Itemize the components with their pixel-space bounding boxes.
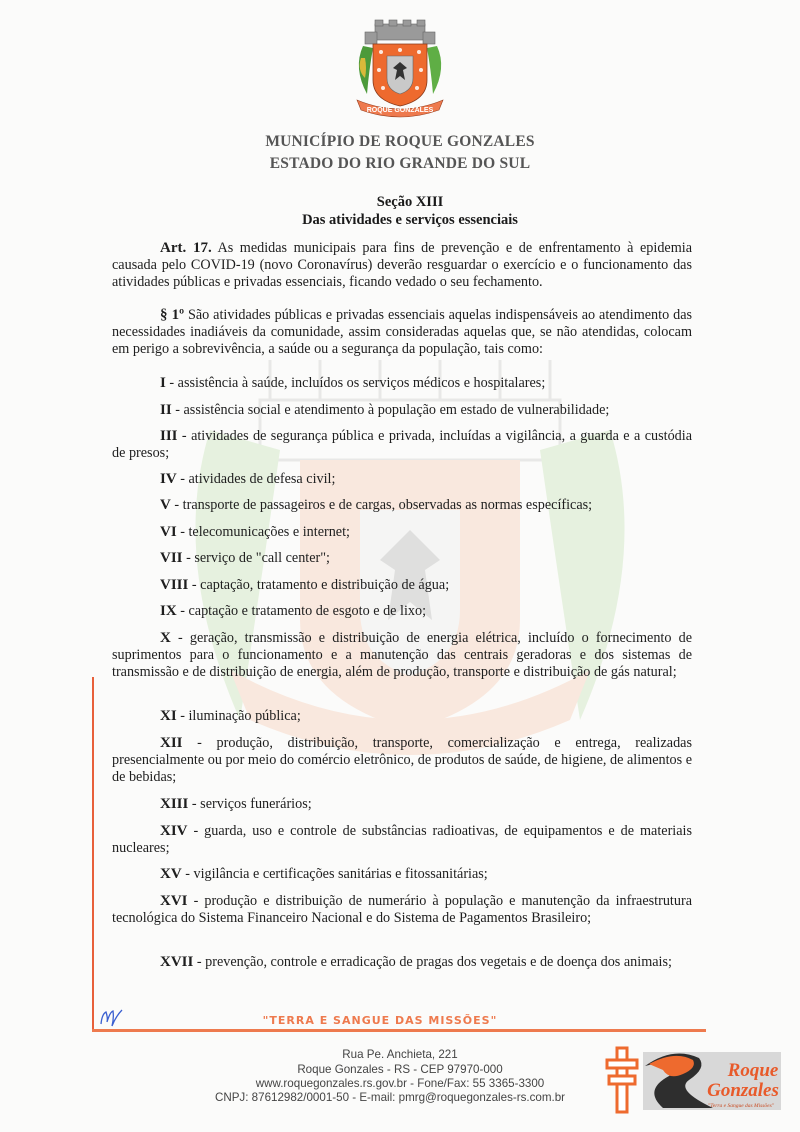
item-number: VI bbox=[160, 524, 177, 540]
list-item bbox=[112, 428, 692, 462]
logo-title-line1: Roque bbox=[727, 1060, 779, 1081]
item-text: - assistência à saúde, incluídos os serviços médicos e hospitalares; bbox=[165, 375, 546, 391]
list-item bbox=[112, 577, 692, 594]
list-item bbox=[112, 402, 692, 419]
item-text: - assistência social e atendimento à população em estado de vulnerabilidade; bbox=[171, 402, 610, 418]
item-text: - iluminação pública; bbox=[176, 708, 301, 724]
item-number: VIII bbox=[160, 577, 189, 593]
item-number: II bbox=[160, 402, 172, 418]
list-item bbox=[112, 524, 692, 541]
crest-banner-text: ROQUE GONZALES bbox=[366, 107, 434, 114]
list-item bbox=[112, 866, 692, 883]
item-number: XVI bbox=[160, 893, 188, 909]
handwritten-initials-icon bbox=[98, 1006, 126, 1028]
item-number: XV bbox=[160, 866, 182, 882]
list-item bbox=[112, 550, 692, 567]
item-text: - produção, distribuição, transporte, comercialização e entrega, realizadas presencialmente ou por meio do comércio eletrônico, de produtos de saúde, de higiene, de alimentos e de bebidas; bbox=[112, 735, 692, 786]
item-text: - telecomunicações e internet; bbox=[176, 524, 350, 540]
article-text: As medidas municipais para fins de prevenção e de enfrentamento à epidemia causada pelo COVID-19 (novo Coronavírus) deverão resguardar o exercício e o funcionamento das atividades públicas e privadas essenciais, ficando vedado o seu fechamento. bbox=[112, 240, 692, 291]
list-item bbox=[112, 893, 692, 927]
list-item bbox=[112, 603, 692, 620]
list-item bbox=[112, 497, 692, 514]
municipal-crest-icon bbox=[343, 18, 457, 118]
section-number: Seção XIII bbox=[376, 194, 444, 210]
list-item bbox=[112, 708, 692, 725]
list-item bbox=[112, 954, 692, 971]
logo-title-line2: Gonzales bbox=[707, 1080, 779, 1101]
item-text: - captação e tratamento de esgoto e de lixo; bbox=[176, 603, 427, 619]
list-item bbox=[112, 375, 692, 392]
section-title: Das atividades e serviços essenciais bbox=[302, 212, 518, 228]
item-text: - geração, transmissão e distribuição de energia elétrica, incluído o fornecimento de suprimentos para o funcionamento e a manutenção das centrais geradoras e dos sistemas de transmissão e de distribuição de energia, além de produção, transporte e distribuição de gás natural; bbox=[112, 630, 692, 681]
item-number: V bbox=[160, 497, 171, 513]
list-item bbox=[112, 471, 692, 488]
item-text: - vigilância e certificações sanitárias e fitossanitárias; bbox=[181, 866, 488, 882]
item-text: - transporte de passageiros e de cargas, observadas as normas específicas; bbox=[170, 497, 593, 513]
footer-web-phone: www.roquegonzales.rs.gov.br - Fone/Fax: 55 3365-3300 bbox=[255, 1077, 545, 1090]
item-number: XVII bbox=[160, 954, 194, 970]
item-number: III bbox=[160, 428, 178, 444]
item-number: I bbox=[160, 375, 166, 391]
item-number: IX bbox=[160, 603, 177, 619]
item-number: XIII bbox=[160, 796, 189, 812]
item-number: IV bbox=[160, 471, 177, 487]
footer-address: Rua Pe. Anchieta, 221 bbox=[342, 1048, 458, 1061]
roque-gonzales-logo-icon bbox=[603, 1040, 783, 1116]
article-label: Art. 17. bbox=[160, 240, 212, 256]
paragraph-text: São atividades públicas e privadas essenciais aquelas indispensáveis ao atendimento das necessidades inadiáveis da comunidade, assim consideradas aquelas que, se não atendidas, colocam em perigo a sobrevivência, a saúde ou a segurança da população, tais como: bbox=[112, 307, 693, 358]
item-number: VII bbox=[160, 550, 183, 566]
state-name: ESTADO DO RIO GRANDE DO SUL bbox=[269, 155, 531, 172]
item-text: - captação, tratamento e distribuição de água; bbox=[188, 577, 450, 593]
logo-tagline: "Terra e Sangue das Missões" bbox=[707, 1103, 775, 1109]
left-margin-rule bbox=[92, 677, 94, 1030]
list-item bbox=[112, 630, 692, 682]
item-number: XI bbox=[160, 708, 177, 724]
list-item bbox=[112, 823, 692, 857]
item-number: X bbox=[160, 630, 171, 646]
list-item bbox=[112, 796, 692, 813]
item-text: - serviço de "call center"; bbox=[182, 550, 330, 566]
item-text: - guarda, uso e controle de substâncias radioativas, de equipamentos e de materiais nucleares; bbox=[112, 823, 692, 857]
item-text: - prevenção, controle e erradicação de pragas dos vegetais e de doença dos animais; bbox=[193, 954, 672, 970]
municipality-name: MUNICÍPIO DE ROQUE GONZALES bbox=[265, 133, 535, 150]
footer-divider bbox=[92, 1029, 706, 1032]
item-text: - produção e distribuição de numerário à população e manutenção da infraestrutura tecnológica do Sistema Financeiro Nacional e do Sistema de Pagamentos Brasileiro; bbox=[112, 893, 692, 927]
item-text: - atividades de segurança pública e privada, incluídas a vigilância, a guarda e a custódia de presos; bbox=[112, 428, 692, 462]
paragraph-1 bbox=[112, 307, 692, 359]
paragraph-label: § 1º bbox=[160, 307, 185, 323]
item-number: XII bbox=[160, 735, 183, 751]
footer-cnpj-email: CNPJ: 87612982/0001-50 - E-mail: pmrg@roquegonzales-rs.com.br bbox=[214, 1091, 566, 1104]
list-item bbox=[112, 735, 692, 787]
item-number: XIV bbox=[160, 823, 188, 839]
item-text: - atividades de defesa civil; bbox=[176, 471, 336, 487]
municipal-motto: "TERRA E SANGUE DAS MISSÕES" bbox=[262, 1014, 498, 1027]
item-text: - serviços funerários; bbox=[188, 796, 312, 812]
footer-city: Roque Gonzales - RS - CEP 97970-000 bbox=[297, 1063, 503, 1076]
article-17 bbox=[112, 240, 692, 292]
